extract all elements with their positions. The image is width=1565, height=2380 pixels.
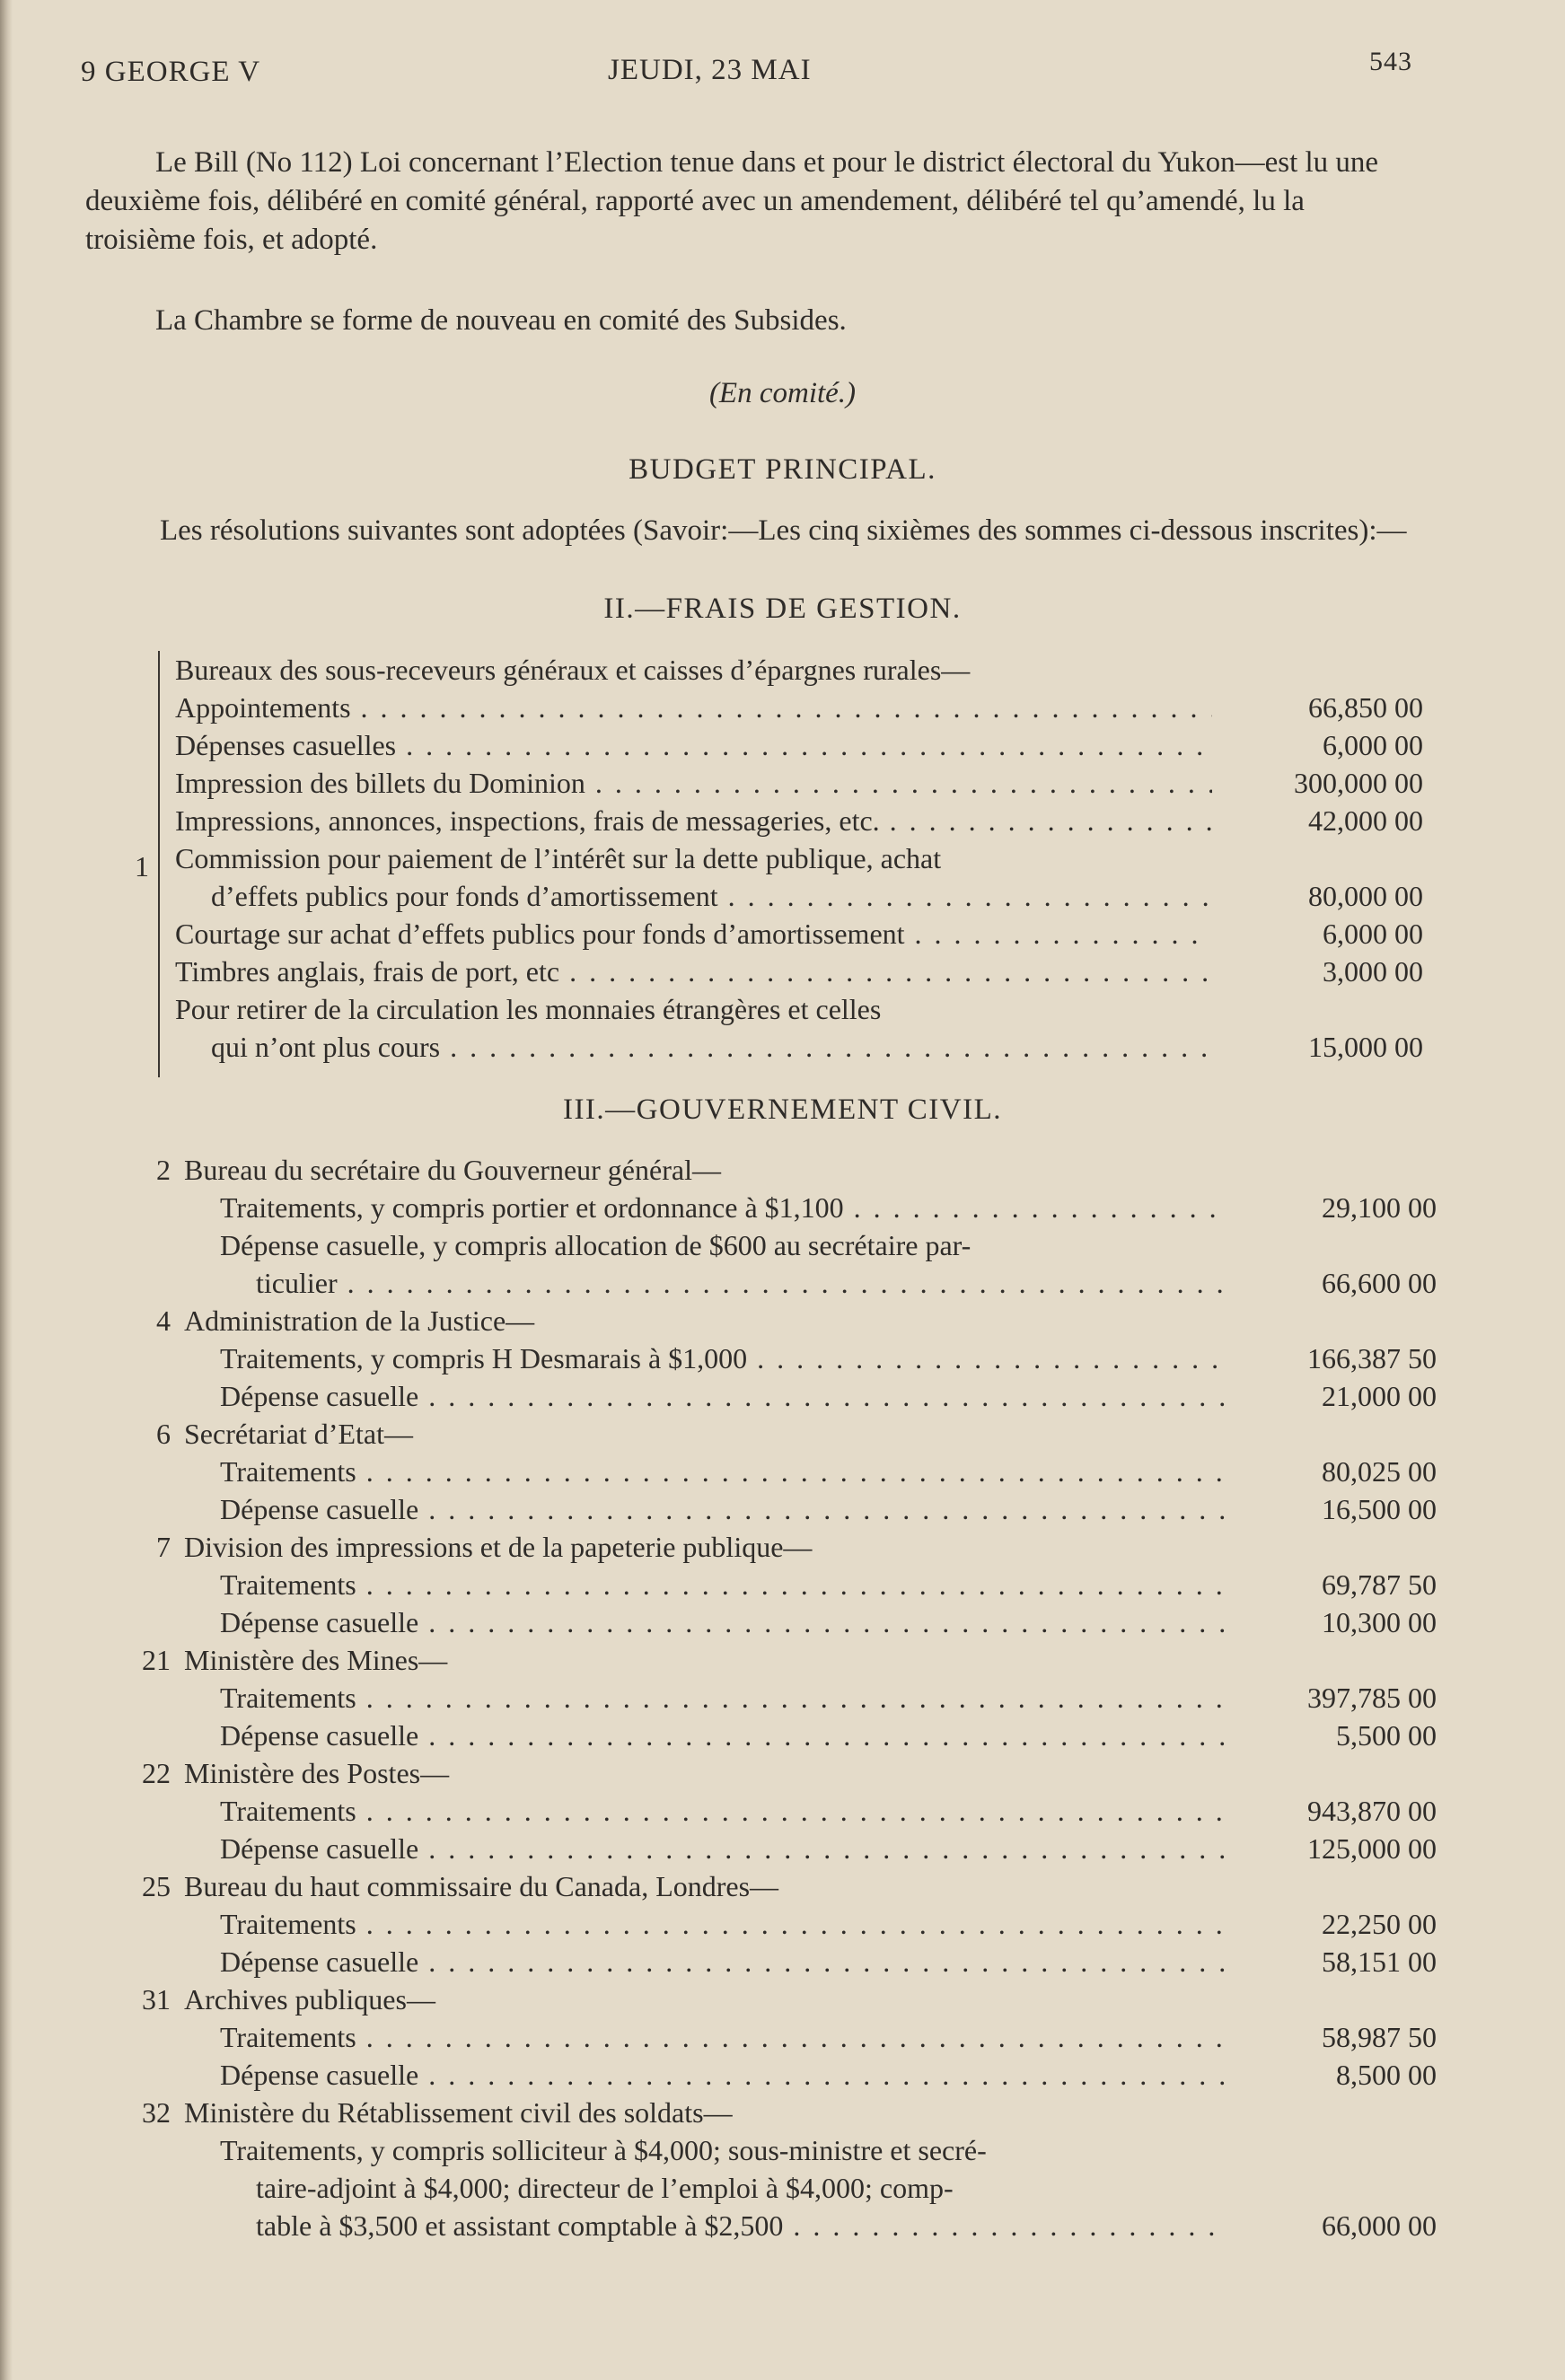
table-row bbox=[135, 1905, 1437, 1943]
row-description: Dépense casuelle . . . bbox=[220, 1490, 1226, 1528]
table-row bbox=[135, 2094, 1437, 2131]
table-row bbox=[175, 990, 1423, 1028]
row-amount: 80,025 00 bbox=[1322, 1455, 1437, 1488]
table-row bbox=[135, 2169, 1437, 2207]
table-row bbox=[175, 915, 1423, 953]
row-amount: 8,500 00 bbox=[1336, 2059, 1437, 2091]
row-amount: 66,850 00 bbox=[1308, 691, 1423, 724]
row-amount: 10,300 00 bbox=[1322, 1606, 1437, 1638]
table-row bbox=[135, 2131, 1437, 2169]
item-number: 7 bbox=[156, 1531, 171, 1563]
table-row bbox=[175, 953, 1423, 990]
bill-paragraph: Le Bill (No 112) Loi concernant l’Election tenue dans et pour le district électoral du Yukon—est lu une deuxième fois, délibéré en comité général, rapporté avec un amendement, délibéré tel qu’amendé, lu la troisième fois, et adopté. bbox=[85, 146, 1379, 256]
page-number: 543 bbox=[1369, 47, 1412, 76]
table-row bbox=[175, 651, 1423, 689]
item-number: 4 bbox=[156, 1304, 171, 1337]
row-description: Pour retirer de la circulation les monnaies étrangères et celles bbox=[175, 993, 882, 1025]
table-row bbox=[175, 726, 1423, 764]
table-row bbox=[135, 1830, 1437, 1867]
row-description: Dépenses casuelles . . . bbox=[175, 726, 1212, 764]
header-date: JEUDI, 23 MAI bbox=[608, 54, 812, 86]
row-description: Traitements, y compris H Desmarais à $1,000 . . . bbox=[220, 1339, 1226, 1377]
row-description: Division des impressions et de la papeterie publique— bbox=[184, 1531, 813, 1563]
row-description: qui n’ont plus cours . . . bbox=[211, 1028, 1212, 1066]
row-description: Dépense casuelle . . . bbox=[220, 2056, 1226, 2094]
row-description: Dépense casuelle . . . bbox=[220, 1603, 1226, 1641]
row-description: Appointements . . . bbox=[175, 689, 1212, 726]
resolutions-paragraph: Les résolutions suivantes sont adoptées (Savoir:—Les cinq sixièmes des sommes ci-dessous inscrites):— bbox=[160, 514, 1407, 547]
table-row bbox=[135, 1679, 1437, 1717]
table-row bbox=[135, 1528, 1437, 1566]
row-amount: 6,000 00 bbox=[1323, 729, 1423, 761]
table-row bbox=[135, 1490, 1437, 1528]
row-amount: 66,600 00 bbox=[1322, 1267, 1437, 1299]
row-description: Impression des billets du Dominion . . . bbox=[175, 764, 1212, 802]
row-description: table à $3,500 et assistant comptable à $2,500 . . . bbox=[256, 2207, 1226, 2244]
row-description: Courtage sur achat d’effets publics pour fonds d’amortissement . . . bbox=[175, 915, 1212, 953]
row-description: Dépense casuelle . . . bbox=[220, 1717, 1226, 1754]
section-frais-de-gestion-title: II.—FRAIS DE GESTION. bbox=[603, 593, 962, 625]
row-description: Bureaux des sous-receveurs généraux et caisses d’épargnes rurales— bbox=[175, 654, 971, 686]
item-number: 25 bbox=[142, 1870, 171, 1902]
table-row bbox=[135, 1603, 1437, 1641]
table-row bbox=[135, 1377, 1437, 1415]
row-amount: 16,500 00 bbox=[1322, 1493, 1437, 1525]
row-description: Bureau du secrétaire du Gouverneur général— bbox=[184, 1154, 721, 1186]
row-amount: 15,000 00 bbox=[1308, 1031, 1423, 1063]
item-number: 21 bbox=[142, 1644, 171, 1676]
item-number: 2 bbox=[156, 1154, 171, 1186]
item-number: 22 bbox=[142, 1757, 171, 1789]
row-description: Ministère des Mines— bbox=[184, 1644, 448, 1676]
row-description: Timbres anglais, frais de port, etc . . . bbox=[175, 953, 1212, 990]
header-session: 9 GEORGE V bbox=[81, 56, 261, 88]
frais-de-gestion-table bbox=[175, 651, 1423, 1066]
table-row bbox=[135, 1980, 1437, 2018]
page-header bbox=[81, 47, 1412, 92]
row-amount: 6,000 00 bbox=[1323, 918, 1423, 950]
row-description: Traitements . . . bbox=[220, 1905, 1226, 1943]
row-description: Administration de la Justice— bbox=[184, 1304, 535, 1337]
table-row bbox=[135, 1151, 1437, 1189]
row-description: d’effets publics pour fonds d’amortissement . . . bbox=[211, 877, 1212, 915]
row-description: Dépense casuelle, y compris allocation de $600 au secrétaire par- bbox=[220, 1229, 972, 1261]
row-description: Traitements . . . bbox=[220, 1679, 1226, 1717]
row-description: Ministère du Rétablissement civil des soldats— bbox=[184, 2096, 733, 2129]
brace-number: 1 bbox=[135, 850, 149, 883]
table-row bbox=[135, 2207, 1437, 2244]
table-row bbox=[135, 1566, 1437, 1603]
table-row bbox=[135, 2018, 1437, 2056]
item-number: 32 bbox=[142, 2096, 171, 2129]
row-amount: 3,000 00 bbox=[1323, 955, 1423, 988]
table-row bbox=[175, 1028, 1423, 1066]
row-amount: 943,870 00 bbox=[1307, 1795, 1437, 1827]
row-amount: 166,387 50 bbox=[1307, 1342, 1437, 1374]
row-amount: 80,000 00 bbox=[1308, 880, 1423, 912]
table-row bbox=[135, 1792, 1437, 1830]
row-description: Traitements, y compris solliciteur à $4,000; sous-ministre et secré- bbox=[220, 2134, 987, 2166]
table-row bbox=[175, 839, 1423, 877]
row-description: Traitements . . . bbox=[220, 1453, 1226, 1490]
row-amount: 42,000 00 bbox=[1308, 804, 1423, 837]
en-comite: (En comité.) bbox=[708, 377, 857, 409]
table-row bbox=[135, 1717, 1437, 1754]
row-description: Impressions, annonces, inspections, frais de messageries, etc. . . . bbox=[175, 802, 1212, 839]
table-row bbox=[135, 1754, 1437, 1792]
row-description: Bureau du haut commissaire du Canada, Londres— bbox=[184, 1870, 779, 1902]
table-row bbox=[135, 1226, 1437, 1264]
table-row bbox=[175, 802, 1423, 839]
row-description: Dépense casuelle . . . bbox=[220, 1377, 1226, 1415]
table-row bbox=[135, 1264, 1437, 1302]
table-row bbox=[135, 1189, 1437, 1226]
row-description: Dépense casuelle . . . bbox=[220, 1943, 1226, 1980]
row-description: Traitements . . . bbox=[220, 2018, 1226, 2056]
row-description: Commission pour paiement de l’intérêt sur la dette publique, achat bbox=[175, 842, 942, 874]
brace-line bbox=[158, 651, 160, 1077]
row-amount: 300,000 00 bbox=[1294, 767, 1423, 799]
section-gouvernement-civil-title: III.—GOUVERNEMENT CIVIL. bbox=[562, 1093, 1003, 1126]
row-description: Traitements . . . bbox=[220, 1792, 1226, 1830]
row-amount: 66,000 00 bbox=[1322, 2209, 1437, 2242]
table-row bbox=[135, 1943, 1437, 1980]
table-row bbox=[135, 1867, 1437, 1905]
table-row bbox=[135, 1415, 1437, 1453]
row-amount: 58,151 00 bbox=[1322, 1945, 1437, 1978]
table-row bbox=[175, 877, 1423, 915]
row-description: Traitements . . . bbox=[220, 1566, 1226, 1603]
item-number: 31 bbox=[142, 1983, 171, 2016]
row-description: taire-adjoint à $4,000; directeur de l’emploi à $4,000; comp- bbox=[256, 2172, 954, 2204]
chambre-paragraph: La Chambre se forme de nouveau en comité des Subsides. bbox=[155, 304, 847, 337]
row-amount: 21,000 00 bbox=[1322, 1380, 1437, 1412]
table-row bbox=[135, 1453, 1437, 1490]
table-row bbox=[135, 1302, 1437, 1339]
table-row bbox=[135, 1641, 1437, 1679]
row-description: Archives publiques— bbox=[184, 1983, 435, 2016]
budget-heading: BUDGET PRINCIPAL. bbox=[629, 453, 936, 486]
row-amount: 397,785 00 bbox=[1307, 1682, 1437, 1714]
row-description: Secrétariat d’Etat— bbox=[184, 1418, 413, 1450]
row-description: Dépense casuelle . . . bbox=[220, 1830, 1226, 1867]
table-row bbox=[175, 764, 1423, 802]
row-amount: 125,000 00 bbox=[1307, 1832, 1437, 1865]
item-number: 6 bbox=[156, 1418, 171, 1450]
row-amount: 69,787 50 bbox=[1322, 1568, 1437, 1601]
row-amount: 29,100 00 bbox=[1322, 1191, 1437, 1224]
row-amount: 5,500 00 bbox=[1336, 1719, 1437, 1752]
row-amount: 58,987 50 bbox=[1322, 2021, 1437, 2053]
table-row bbox=[175, 689, 1423, 726]
row-description: Traitements, y compris portier et ordonnance à $1,100 . . . bbox=[220, 1189, 1226, 1226]
table-row bbox=[135, 1339, 1437, 1377]
gouvernement-civil-table bbox=[135, 1151, 1437, 2244]
row-amount: 22,250 00 bbox=[1322, 1908, 1437, 1940]
row-description: ticulier . . . bbox=[256, 1264, 1226, 1302]
table-row bbox=[135, 2056, 1437, 2094]
row-description: Ministère des Postes— bbox=[184, 1757, 450, 1789]
